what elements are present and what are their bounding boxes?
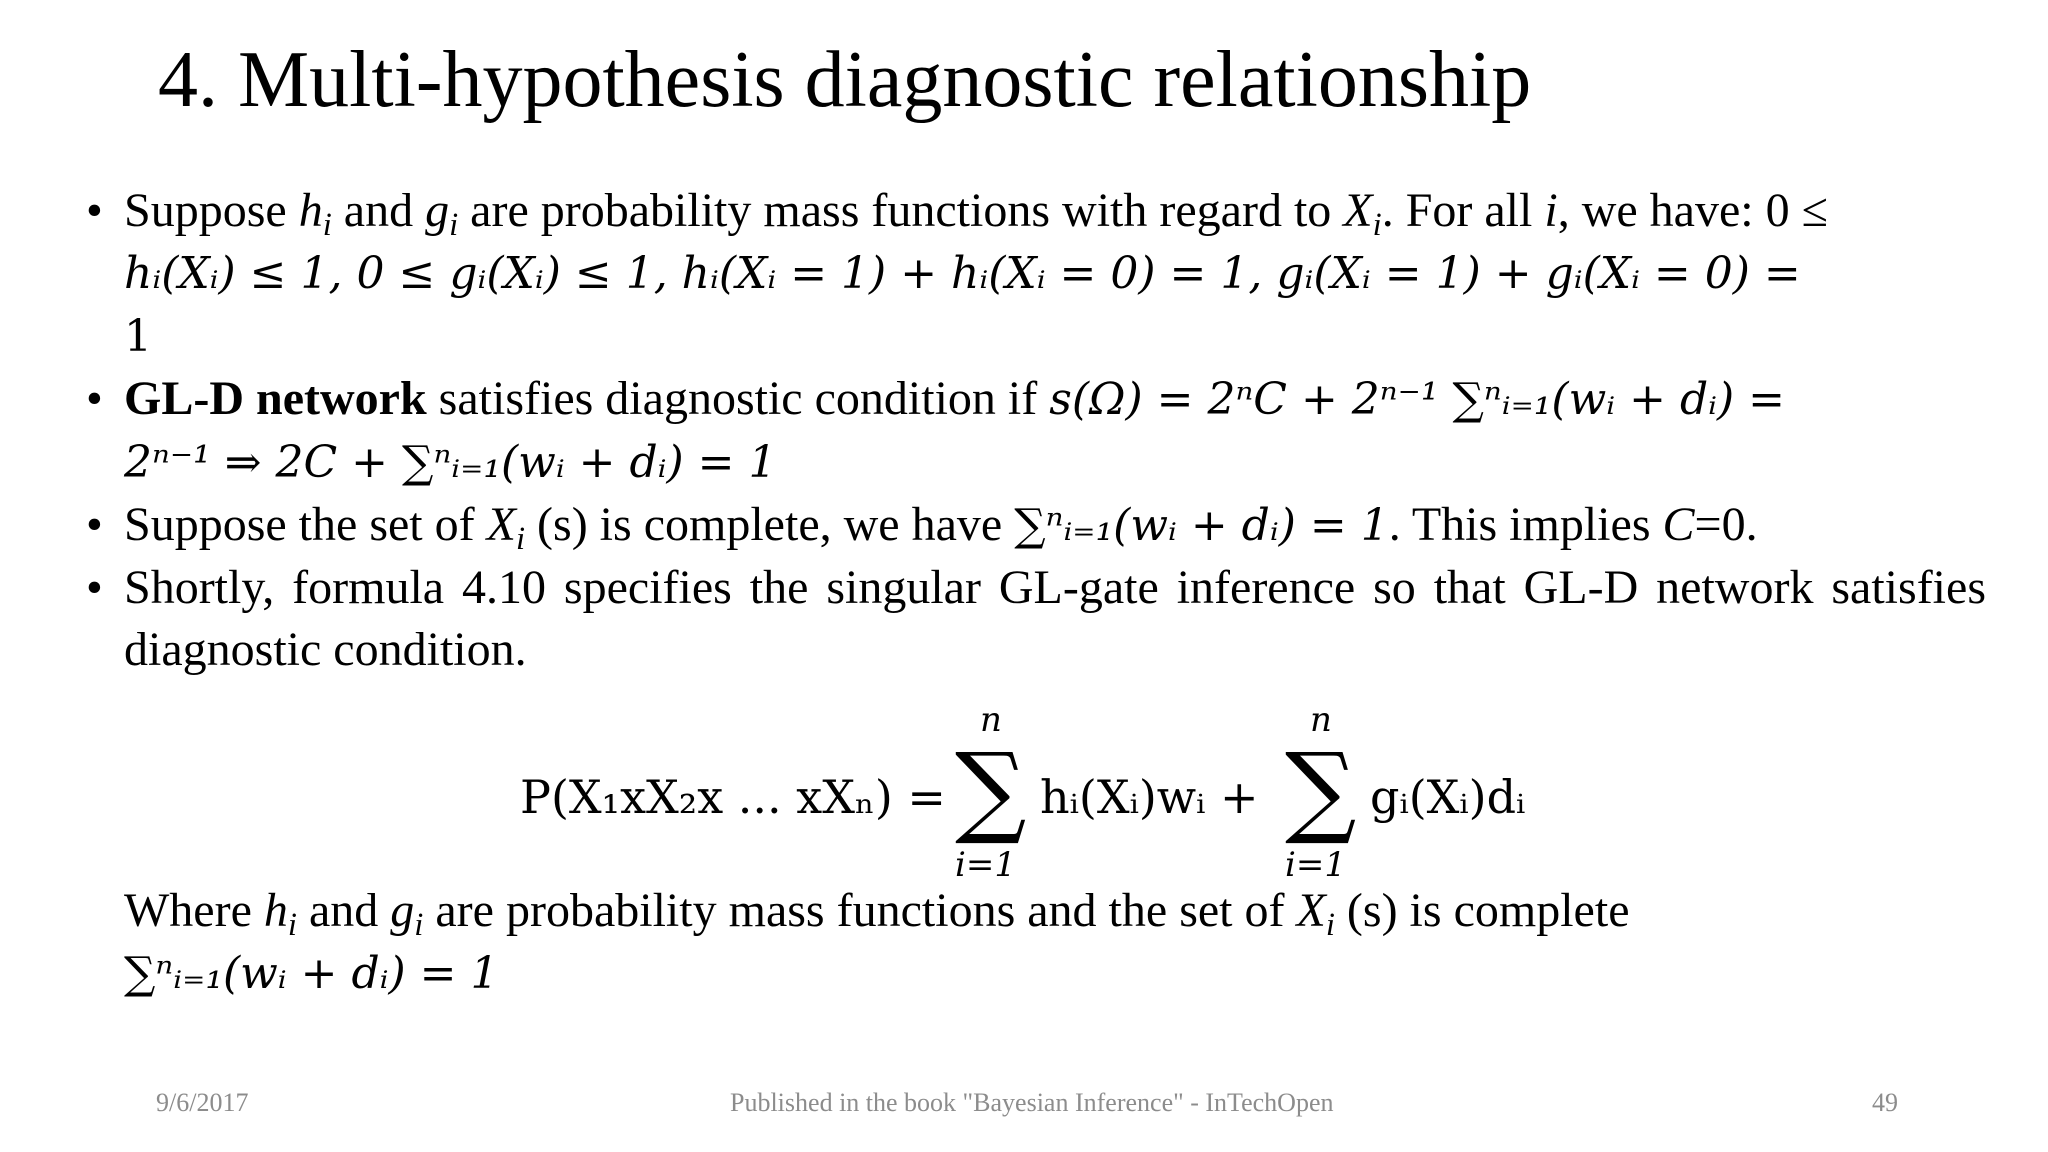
bullet-1-text: are probability mass functions with regard to — [458, 184, 1344, 237]
bullet-4-text: Shortly, formula 4.10 specifies the singular GL-gate inference so that GL-D network satisfies diagnostic condition. — [124, 561, 1986, 676]
bullet-item-4 — [86, 557, 1986, 681]
bullet-3-text: =0. — [1694, 498, 1758, 551]
var-X: X — [1296, 884, 1326, 937]
sum-lower-limit: i=1 — [955, 845, 1016, 885]
sum-upper-limit: n — [980, 700, 1002, 740]
sub-i: i — [414, 907, 424, 944]
where-text: Where — [124, 884, 264, 937]
sub-i: i — [322, 207, 332, 244]
var-X: X — [1343, 184, 1373, 237]
sub-i: i — [1372, 207, 1382, 244]
where-text: (s) is complete — [1334, 884, 1630, 937]
formula-lhs: P(X₁xX₂x ... xXₙ) = — [520, 770, 946, 824]
sum-symbol: ∑ — [1285, 731, 1357, 848]
bullet-2-math: s(Ω) = 2ⁿC + 2ⁿ⁻¹ ∑ⁿᵢ₌₁(wᵢ + dᵢ) = — [1049, 374, 1785, 425]
bullet-3-text: . This implies — [1388, 498, 1663, 551]
bullet-3-text: Suppose the set of — [124, 498, 487, 551]
var-X: X — [486, 498, 516, 551]
formula-term-2: gᵢ(Xᵢ)dᵢ — [1370, 770, 1526, 824]
bullet-2-text: satisfies diagnostic condition if — [426, 372, 1050, 425]
bullet-1-text: , we have: 0 ≤ — [1557, 184, 1828, 237]
sub-i: i — [1325, 907, 1335, 944]
sub-i: i — [515, 521, 526, 558]
bullet-item-2 — [86, 368, 1986, 494]
bullet-item-3 — [86, 494, 1986, 557]
bullet-2-bold: GL-D network — [124, 372, 427, 425]
footer-date: 9/6/2017 — [156, 1088, 249, 1117]
bullet-list — [86, 180, 1986, 681]
var-g: g — [390, 884, 415, 937]
var-h: h — [298, 184, 323, 237]
bullet-3-math: ∑ⁿᵢ₌₁(wᵢ + dᵢ) = 1 — [1014, 500, 1389, 551]
bullet-1-text: . For all — [1381, 184, 1545, 237]
bullet-item-1 — [86, 180, 1986, 368]
slide-title: 4. Multi-hypothesis diagnostic relationship — [158, 36, 1532, 124]
sum-lower-limit: i=1 — [1285, 845, 1346, 885]
var-g: g — [425, 184, 450, 237]
bullet-1-math-end: 1 — [124, 311, 152, 362]
footer-source: Published in the book "Bayesian Inference" - InTechOpen — [730, 1088, 1334, 1117]
bullet-1-text: Suppose — [124, 184, 299, 237]
bullet-1-math: hᵢ(Xᵢ) ≤ 1, 0 ≤ gᵢ(Xᵢ) ≤ 1, hᵢ(Xᵢ = 1) + hᵢ(Xᵢ = 0) = 1, gᵢ(Xᵢ = 1) + gᵢ(Xᵢ = 0) = — [124, 248, 1801, 299]
var-i: i — [1544, 184, 1558, 237]
sum-upper-limit: n — [1310, 700, 1332, 740]
where-paragraph — [124, 880, 1970, 1005]
sub-i: i — [287, 907, 297, 944]
bullet-3-text: (s) is complete, we have — [525, 498, 1015, 551]
var-C: C — [1662, 498, 1695, 551]
where-math: ∑ⁿᵢ₌₁(wᵢ + dᵢ) = 1 — [124, 948, 499, 999]
formula-term-1: hᵢ(Xᵢ)wᵢ + — [1040, 770, 1259, 824]
footer-page-number: 49 — [1872, 1088, 1898, 1117]
bullet-1-text: and — [331, 184, 426, 237]
sub-i: i — [449, 207, 459, 244]
where-text: and — [296, 884, 391, 937]
bullet-2-math: 2ⁿ⁻¹ ⇒ 2C + ∑ⁿᵢ₌₁(wᵢ + dᵢ) = 1 — [124, 437, 777, 488]
where-text: are probability mass functions and the set of — [423, 884, 1297, 937]
sum-symbol: ∑ — [955, 731, 1027, 848]
var-h: h — [263, 884, 288, 937]
display-formula — [500, 700, 1700, 890]
